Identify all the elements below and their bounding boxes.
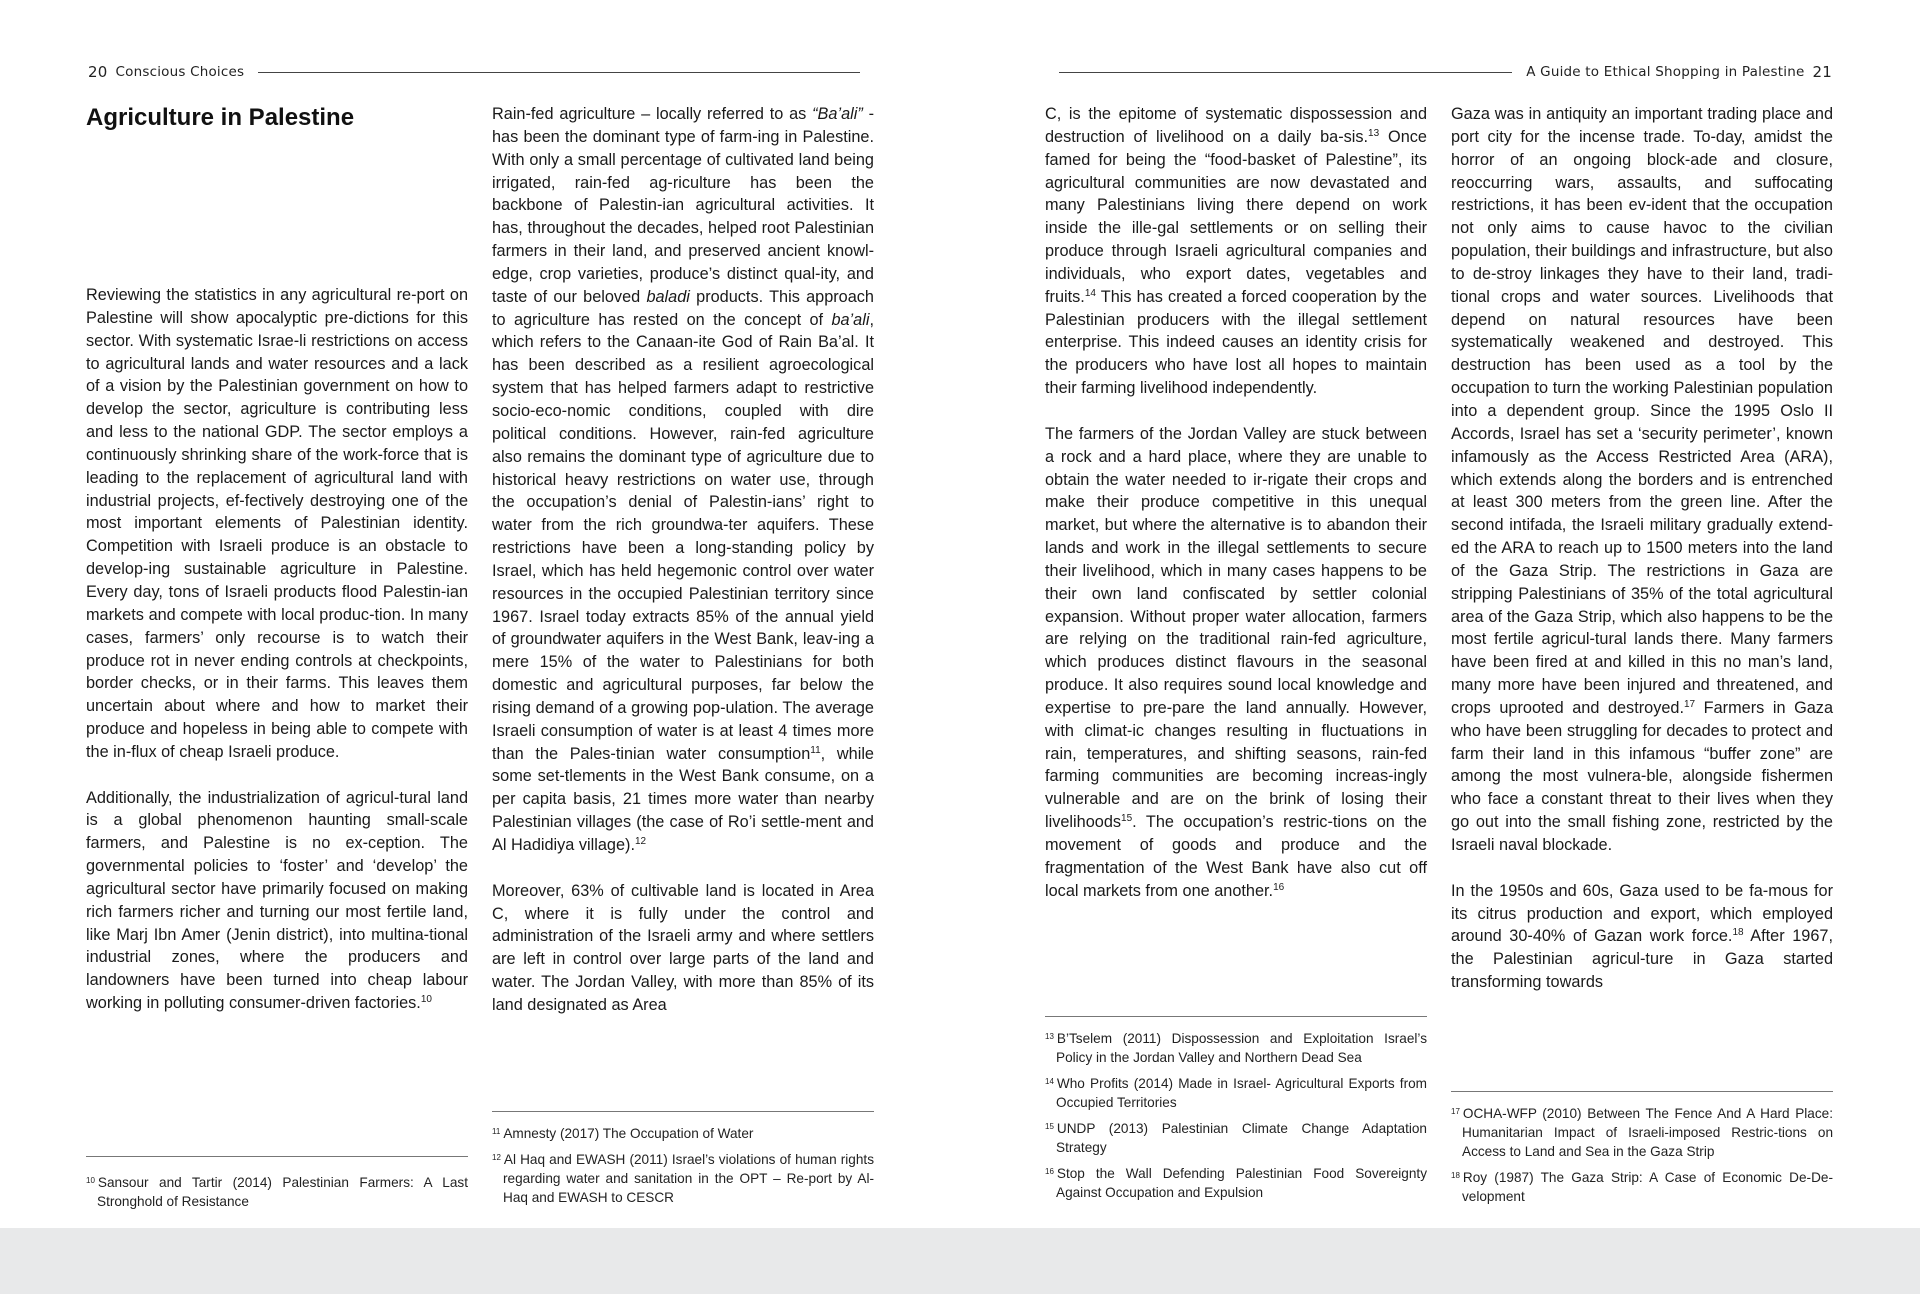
running-head-left bbox=[88, 60, 874, 84]
running-title-right: A Guide to Ethical Shopping in Palestine bbox=[1526, 64, 1805, 80]
column-4 bbox=[1451, 103, 1833, 994]
col2-paragraph-2: Moreover, 63% of cultivable land is located in Area C, where it is fully under the control and administration of the Israeli army and where settlers are left in control over large parts of the land and water. The Jordan Valley, with more than 85% of its land designated as Area bbox=[492, 881, 874, 1014]
column-1 bbox=[86, 284, 468, 1015]
footnote-item: $^{10}$ Sansour and Tartir (2014) Palestinian Farmers: A Last Stronghold of Resistance bbox=[86, 1175, 468, 1209]
column-3 bbox=[1045, 103, 1427, 903]
footnote-item: $^{14}$ Who Profits (2014) Made in Israel- Agricultural Exports from Occupied Territories bbox=[1045, 1076, 1427, 1110]
footnote-item: $^{18}$ Roy (1987) The Gaza Strip: A Case of Economic De-De-velopment bbox=[1451, 1170, 1833, 1204]
header-rule-right bbox=[1059, 72, 1512, 73]
footnote-ref-16: 16 bbox=[1273, 881, 1285, 893]
col3-paragraph-2: The farmers of the Jordan Valley are stuck between a rock and a hard place, where they are unable to obtain the water needed to ir-rigate their crops and make their produce competitive in this unequal market, but where the alternative is to abandon their lands and work in the illegal settlements to secure their livelihood, which in many cases happens to be their own land confiscated by settler colonial expansion. Without proper water allocation, farmers are relying on the traditional rain-fed agriculture, which produces distinct flavours in the seasonal produce. It also requires sound local knowledge and expertise to pre-pare the land annually. However, with climat-ic changes resulting in fluctuations in rain, temperatures, and shifting seasons, rain-fed farming communities are becoming increas-ingly vulnerable and are on the brink of losing their livelihoods$^{15}$. The occupation’s restric-tions on the movement of goods and produce and the fragmentation of the West Bank have also cut off local markets from one another.$^{16}$ bbox=[1045, 424, 1427, 900]
footnote-ref-17: 17 bbox=[1683, 698, 1696, 710]
running-title-left: Conscious Choices bbox=[115, 64, 245, 80]
footnotes-col3 bbox=[1045, 1029, 1427, 1209]
page-number-right: 21 bbox=[1812, 63, 1832, 81]
footnote-item: $^{12}$ Al Haq and EWASH (2011) Israel’s violations of human rights regarding water and sanitation in the OPT – Re-port by Al-Haq and EWASH to CESCR bbox=[492, 1152, 874, 1205]
footnote-ref-11: 11 bbox=[810, 744, 821, 756]
footnote-item: $^{11}$ Amnesty (2017) The Occupation of Water bbox=[492, 1126, 754, 1141]
col4-paragraph-2: In the 1950s and 60s, Gaza used to be fa-mous for its citrus production and export, which employed around 30-40% of Gazan work force.$^{18}$ After 1967, the Palestinian agricul-ture in Gaza started transforming towards bbox=[1451, 881, 1833, 992]
footnote-rule-col1 bbox=[86, 1156, 468, 1157]
col3-paragraph-1: C, is the epitome of systematic dispossession and destruction of livelihood on a daily ba-sis.$^{13}$ Once famed for being the “food-basket of Palestine”, its agricultural communities are now devastated and many Palestinians living there depend on work inside the ille-gal settlements or on selling their produce through Israeli agricultural companies and individuals, who export dates, vegetables and fruits.$^{14}$ This has created a forced cooperation by the Palestinian producers with the illegal settlement enterprise. This indeed causes an identity crisis for the producers who have lost all hopes to maintain their farming livelihood independently. bbox=[1045, 105, 1427, 398]
column-2 bbox=[492, 103, 874, 1017]
footnote-item: $^{13}$ B’Tselem (2011) Dispossession and Exploitation Israel’s Policy in the Jordan Valley and Northern Dead Sea bbox=[1045, 1031, 1427, 1065]
footnotes-col1 bbox=[86, 1173, 468, 1218]
page-number-left: 20 bbox=[88, 63, 108, 81]
footnote-rule-col4 bbox=[1451, 1091, 1833, 1092]
right-page bbox=[960, 0, 1920, 1228]
footnote-ref-18: 18 bbox=[1732, 927, 1744, 939]
footnote-ref-15: 15 bbox=[1121, 813, 1133, 825]
footnote-rule-col3 bbox=[1045, 1016, 1427, 1017]
footnote-rule-col2 bbox=[492, 1111, 874, 1112]
footnote-item: $^{17}$ OCHA-WFP (2010) Between The Fence And A Hard Place: Humanitarian Impact of Israeli-imposed Restric-tions on Access to Land and Sea in the Gaza Strip bbox=[1451, 1106, 1833, 1159]
footnote-ref-13: 13 bbox=[1368, 127, 1380, 139]
col1-paragraph-2: Additionally, the industrialization of agricul-tural land is a global phenomenon haunting small-scale farmers, and Palestine is no ex-ception. The governmental policies to ‘foster’ and ‘develop’ the agricultural sector have primarily focused on making rich farmers richer and turning our most fertile land, like Marj Ibn Amer (Jenin district), into multina-tional industrial zones, where the producers and landowners have been turned into cheap labour working in polluting consumer-driven factories.$^{10}$ bbox=[86, 788, 468, 1013]
footnote-ref-10: 10 bbox=[420, 994, 432, 1006]
col1-paragraph-1: Reviewing the statistics in any agricultural re-port on Palestine will show apocalyptic pre-dictions for this sector. With systematic Israe-li restrictions on access to agricultural lands and water resources and a lack of a vision by the Palestinian government on how to develop the sector, agriculture is contributing less and less to the national GDP. The sector employs a continuously shrinking share of the work-force that is leading to the replacement of agricultural land with industrial projects, ef-fectively destroying one of the most important elements of Palestinian identity. Competition with Israeli produce is an obstacle to develop-ing sustainable agriculture in Palestine. Every day, tons of Israeli products flood Palestin-ian markets and compete with local produc-tion. In many cases, farmers’ only recourse is to watch their produce rot in never ending controls at checkpoints, border checks, or in their farms. This leaves them uncertain about where and how to market their produce and hopeless in being able to compete with the in-flux of cheap Israeli produce. bbox=[86, 286, 468, 761]
col4-paragraph-1: Gaza was in antiquity an important trading place and port city for the incense trade. To-day, amidst the horror of an ongoing block-ade and closure, reoccurring wars, assaults, and suffocating restrictions, it has been ev-ident that the occupation not only aims to cause havoc to the civilian population, their buildings and infrastructure, but also to de-stroy linkages they have to their land, tradi-tional crops and water sources. Livelihoods that depend on natural resources have been systematically weakened and destroyed. This destruction has been used as a tool by the occupation to turn the working Palestinian population into a dependent group. Since the 1995 Oslo II Accords, Israel has set a ‘security perimeter’, known infamously as the Access Restricted Area (ARA), which extends along the borders and is entrenched at least 300 meters from the green line. After the second intifada, the Israeli military gradually extend-ed the ARA to reach up to 1500 meters into the land of the Gaza Strip. The restrictions in Gaza are stripping Palestinians of 35% of the total agricultural area of the Gaza Strip, which also happens to be the most fertile agricul-tural lands there. Many farmers have been fired at and killed in this no man’s land, many more have been injured and threatened, and crops uprooted and destroyed.$^{17}$ Farmers in Gaza who have been struggling for decades to protect and farm their land in this infamous “buffer zone” are among the most vulnera-ble, alongside fishermen who face a constant threat to their lives when they go out into the small fishing zone, restricted by the Israeli naval blockade. bbox=[1451, 105, 1833, 854]
section-heading: Agriculture in Palestine bbox=[86, 104, 355, 131]
header-rule-left bbox=[258, 72, 860, 73]
footnotes-col2 bbox=[492, 1124, 874, 1214]
left-page bbox=[0, 0, 960, 1228]
footnote-ref-14: 14 bbox=[1084, 287, 1096, 299]
footnote-ref-12: 12 bbox=[634, 836, 647, 847]
col2-paragraph-1: Rain-fed agriculture – locally referred to as “Ba’ali” - has been the dominant type of farm-ing in Palestine. With only a small percentage of cultivated land being irrigated, rain-fed ag-riculture has been the backbone of Palestin-ian agricultural activities. It has, throughout the decades, helped root Palestinian farmers in their land, and preserved ancient knowl-edge, crop varieties, produce’s distinct qual-ity, and taste of our beloved baladi products. This approach to agriculture has rested on the concept of ba’ali, which refers to the Canaan-ite God of Rain Ba’al. It has been described as a resilient agroecological system that has helped farmers adapt to restrictive socio-eco-nomic conditions, coupled with dire political conditions. However, rain-fed agriculture also remains the dominant type of agriculture due to historical heavy restrictions on water use, through the occupation’s denial of Palestin-ians’ right to water from the rich groundwa-ter aquifers. These restrictions have been a long-standing policy by Israel, which has held hegemonic control over water resources in the occupied Palestinian territory since 1967. Israel today extracts 85% of the annual yield of groundwater aquifers in the West Bank, leav-ing a mere 15% of the water to Palestinians for both domestic and agricultural purposes, far below the rising demand of a growing pop-ulation. The average Israeli consumption of water is at least 4 times more than the Pales-tinian water consumption$^{11}$, while some set-tlements in the West Bank consume, on a per capita basis, 21 times more water than nearby Palestinian villages (the case of Ro’i settle-ment and Al Hadidiya village).$^{12}$ bbox=[492, 105, 874, 854]
footnote-item: $^{15}$ UNDP (2013) Palestinian Climate Change Adaptation Strategy bbox=[1045, 1121, 1427, 1155]
running-head-right bbox=[1045, 60, 1832, 84]
footnotes-col4 bbox=[1451, 1104, 1833, 1213]
footnote-item: $^{16}$ Stop the Wall Defending Palestinian Food Sovereignty Against Occupation and Expulsion bbox=[1045, 1166, 1427, 1200]
